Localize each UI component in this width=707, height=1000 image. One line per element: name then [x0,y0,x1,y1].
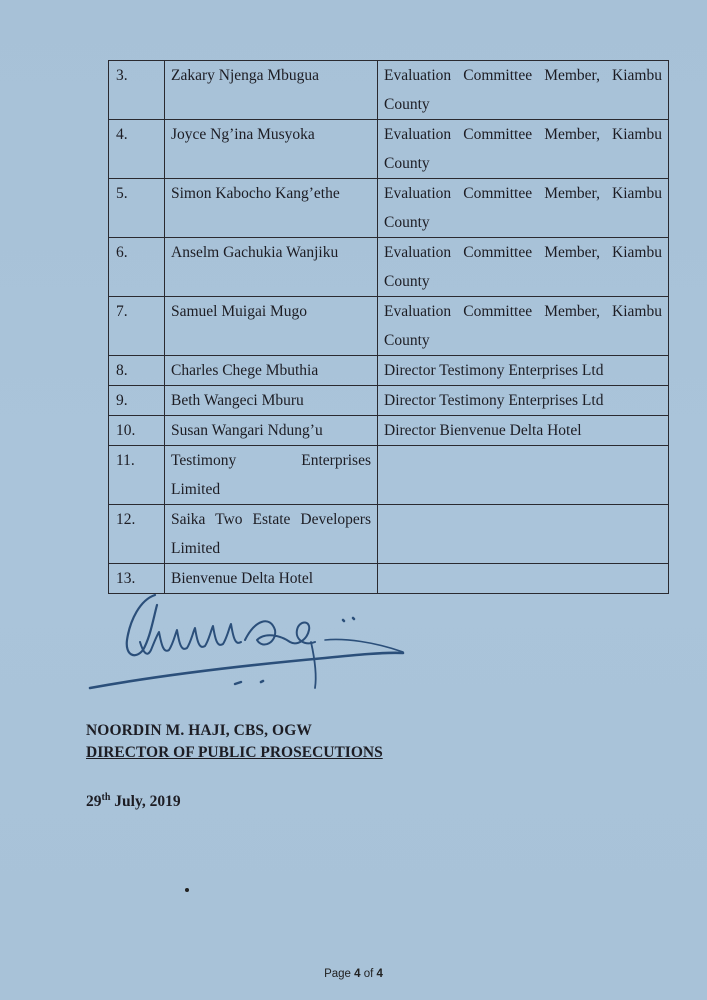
table-row [109,356,669,386]
page-footer [0,968,707,980]
row-number: 8. [109,356,165,386]
accused-name: Simon Kabocho Kang’ethe [165,179,378,238]
accused-role-line: Evaluation Committee Member, Kiambu [384,67,662,84]
accused-name [165,446,378,505]
accused-role-line: Director Bienvenue Delta Hotel [384,422,582,439]
accused-role-line: County [384,214,430,231]
accused-name-line: Saika Two Estate Developers [171,511,371,528]
accused-role-line: County [384,96,430,113]
accused-name-line: Testimony Enterprises [171,452,371,469]
signatory-title: DIRECTOR OF PUBLIC PROSECUTIONS [86,744,383,761]
table-row [109,505,669,564]
accused-role-line: Evaluation Committee Member, Kiambu [384,303,662,320]
accused-role [378,564,669,594]
accused-role-line: County [384,273,430,290]
table-row [109,120,669,179]
accused-role [378,297,669,356]
row-number: 7. [109,297,165,356]
date-suffix: th [101,792,111,803]
accused-name-line: Limited [171,540,221,557]
row-number: 4. [109,120,165,179]
table-row [109,386,669,416]
table-row [109,446,669,505]
accused-role-line: Evaluation Committee Member, Kiambu [384,244,662,261]
accused-role [378,179,669,238]
row-number: 6. [109,238,165,297]
row-number: 13. [109,564,165,594]
table-row [109,61,669,120]
accused-role-line: Director Testimony Enterprises Ltd [384,362,604,379]
accused-name-line: Limited [171,481,221,498]
accused-role-line: County [384,155,430,172]
ink-speck [185,888,189,892]
row-number: 10. [109,416,165,446]
accused-persons-table [108,60,669,594]
signatory-name: NOORDIN M. HAJI, CBS, OGW [86,722,312,739]
accused-role [378,386,669,416]
footer-total-pages: 4 [376,968,383,980]
accused-name: Joyce Ng’ina Musyoka [165,120,378,179]
accused-role [378,120,669,179]
handwritten-signature [85,580,415,700]
accused-name: Bienvenue Delta Hotel [165,564,378,594]
accused-role [378,416,669,446]
accused-name: Susan Wangari Ndung’u [165,416,378,446]
accused-role [378,356,669,386]
accused-name: Samuel Muigai Mugo [165,297,378,356]
footer-prefix: Page [324,968,355,980]
table-row [109,179,669,238]
accused-role-line: Director Testimony Enterprises Ltd [384,392,604,409]
row-number: 9. [109,386,165,416]
row-number: 5. [109,179,165,238]
row-number: 3. [109,61,165,120]
accused-role [378,505,669,564]
accused-name: Beth Wangeci Mburu [165,386,378,416]
accused-name: Zakary Njenga Mbugua [165,61,378,120]
accused-role-line: Evaluation Committee Member, Kiambu [384,126,662,143]
accused-role [378,238,669,297]
accused-role [378,61,669,120]
row-number: 12. [109,505,165,564]
accused-name: Charles Chege Mbuthia [165,356,378,386]
table-row [109,297,669,356]
row-number: 11. [109,446,165,505]
date-month-year: July, 2019 [110,793,181,811]
accused-role-line [384,446,662,475]
accused-role-line: Evaluation Committee Member, Kiambu [384,185,662,202]
accused-role [378,446,669,505]
footer-of: of [360,968,377,980]
accused-role-line [384,564,662,593]
footer-current-page: 4 [354,968,361,980]
accused-role-line [384,505,662,534]
table-row [109,416,669,446]
document-date [86,792,181,811]
table-body [109,61,669,594]
accused-name: Anselm Gachukia Wanjiku [165,238,378,297]
accused-role-line: County [384,332,430,349]
date-day: 29 [86,793,102,811]
accused-name [165,505,378,564]
table-row [109,238,669,297]
